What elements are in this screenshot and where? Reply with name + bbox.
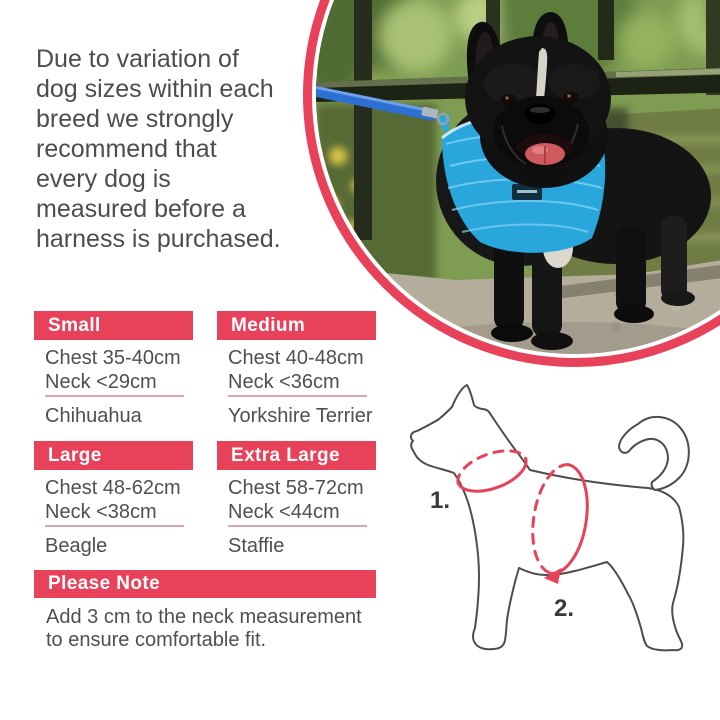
intro-line: recommend that — [36, 135, 217, 163]
chest-measurement: Chest 48-62cm — [45, 477, 181, 499]
left-bank — [316, 104, 436, 284]
please-note-section — [34, 570, 376, 652]
size-card-header: Extra Large — [217, 441, 376, 470]
please-note-text: Add 3 cm to the neck measurement to ensure comfortable fit. — [46, 606, 362, 651]
example-breed: Chihuahua — [45, 405, 142, 427]
size-card-measurements — [34, 470, 193, 524]
please-note-header: Please Note — [34, 570, 376, 598]
dog-photo — [316, 0, 720, 354]
intro-line: dog sizes within each — [36, 75, 274, 103]
size-card-measurements — [217, 340, 376, 394]
chest-step-label: 2. — [554, 595, 575, 622]
example-breed: Beagle — [45, 535, 108, 557]
size-card-measurements — [34, 340, 193, 394]
example-breed: Staffie — [228, 535, 285, 557]
intro-paragraph — [36, 44, 336, 254]
neck-measurement: Neck <44cm — [228, 501, 340, 523]
intro-line: every dog is — [36, 165, 171, 193]
dog-photo-illustration — [316, 0, 720, 354]
size-card-measurements — [217, 470, 376, 524]
intro-line: breed we strongly — [36, 105, 234, 133]
size-card-header: Small — [34, 311, 193, 340]
size-card-medium — [217, 311, 376, 428]
measuring-diagram — [400, 378, 715, 663]
size-card-header: Large — [34, 441, 193, 470]
size-card-large — [34, 441, 193, 558]
chest-measurement: Chest 35-40cm — [45, 347, 181, 369]
intro-line: harness is purchased. — [36, 225, 281, 253]
chest-measurement: Chest 58-72cm — [228, 477, 364, 499]
neck-measurement: Neck <36cm — [228, 371, 340, 393]
card-divider — [45, 525, 184, 527]
size-card-extra-large — [217, 441, 376, 558]
size-card-small — [34, 311, 193, 428]
card-divider — [45, 395, 184, 397]
neck-measurement: Neck <29cm — [45, 371, 157, 393]
card-divider — [228, 525, 367, 527]
neck-step-label: 1. — [430, 487, 451, 514]
chest-measurement: Chest 40-48cm — [228, 347, 364, 369]
intro-line: measured before a — [36, 195, 246, 223]
dog-tail — [619, 417, 689, 490]
intro-line: Due to variation of — [36, 45, 239, 73]
size-card-header: Medium — [217, 311, 376, 340]
example-breed: Yorkshire Terrier — [228, 405, 373, 427]
card-divider — [228, 395, 367, 397]
neck-measurement: Neck <38cm — [45, 501, 157, 523]
